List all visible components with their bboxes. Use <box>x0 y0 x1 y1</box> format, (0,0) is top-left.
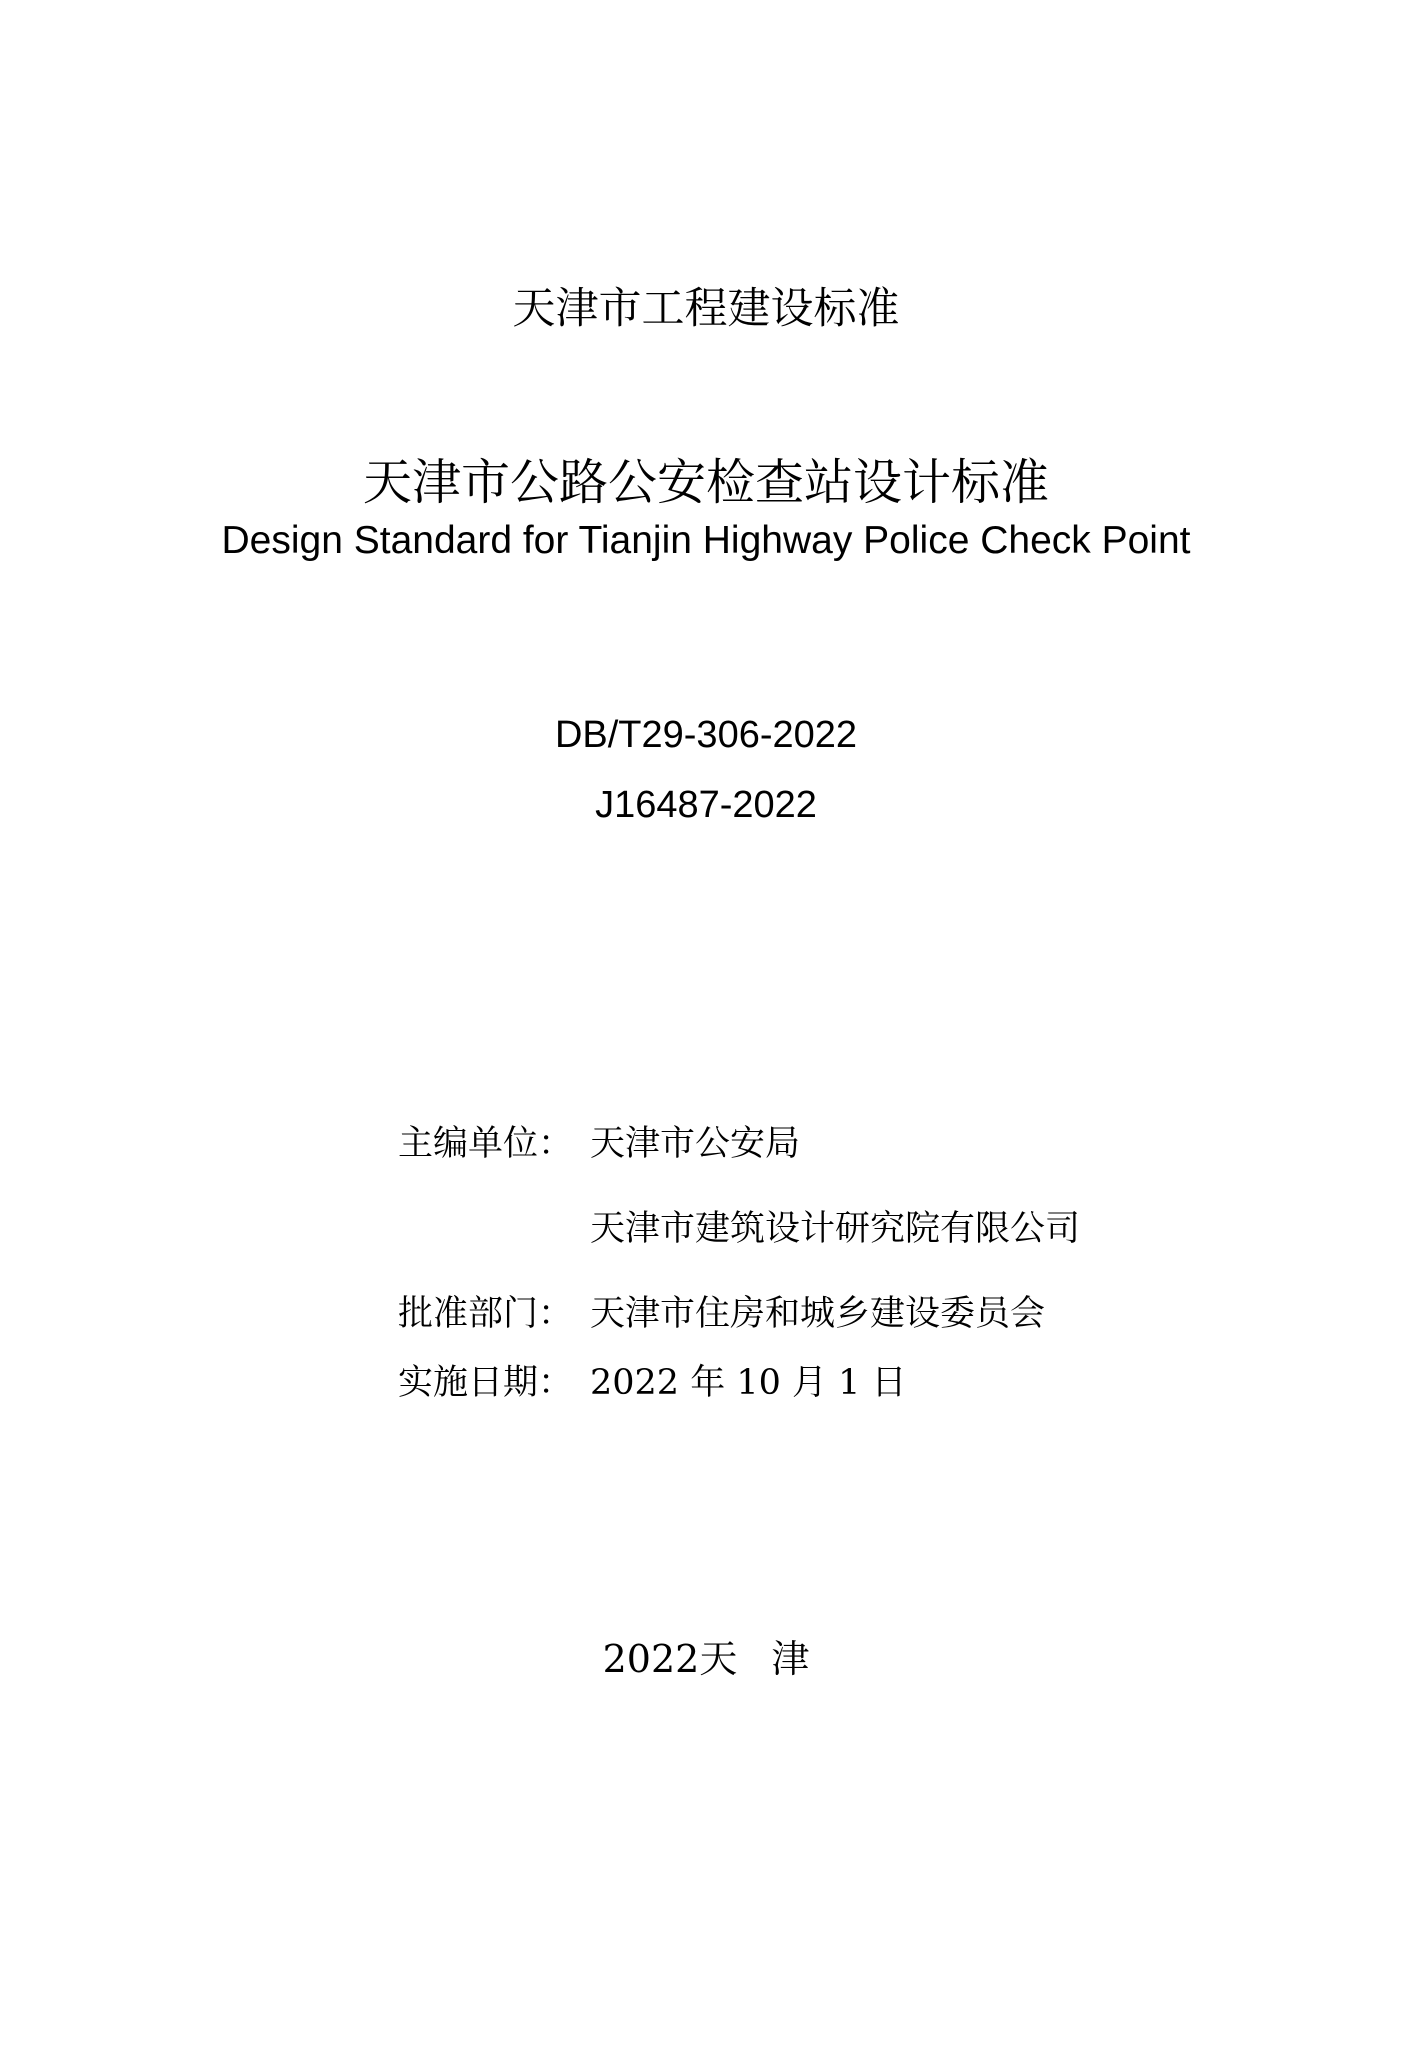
record-number: J16487-2022 <box>595 784 817 826</box>
publication-city-char-2: 津 <box>771 1637 810 1681</box>
chief-editor-label: 主编单位： <box>398 1124 574 1164</box>
approval-row <box>398 1294 1046 1334</box>
chief-editor-row <box>398 1124 801 1164</box>
approval-department: 天津市住房和城乡建设委员会 <box>590 1294 1046 1334</box>
chief-editor-org-2: 天津市建筑设计研究院有限公司 <box>590 1209 1081 1249</box>
standard-code: DB/T29-306-2022 <box>554 714 858 756</box>
publication-city-char-1: 天 <box>699 1637 738 1681</box>
effective-date-label: 实施日期： <box>398 1363 574 1403</box>
publication-footer <box>0 1637 1412 1681</box>
approval-label: 批准部门： <box>398 1294 574 1334</box>
publication-year: 2022 <box>602 1637 700 1681</box>
effective-date: 2022 年 10 月 1 日 <box>590 1363 907 1403</box>
standard-title-english: Design Standard for Tianjin Highway Police Check Point <box>221 519 1191 562</box>
chief-editor-org-1: 天津市公安局 <box>590 1124 801 1164</box>
series-title: 天津市工程建设标准 <box>512 284 900 334</box>
standard-title-chinese: 天津市公路公安检查站设计标准 <box>362 454 1049 511</box>
effective-date-row <box>398 1363 907 1403</box>
